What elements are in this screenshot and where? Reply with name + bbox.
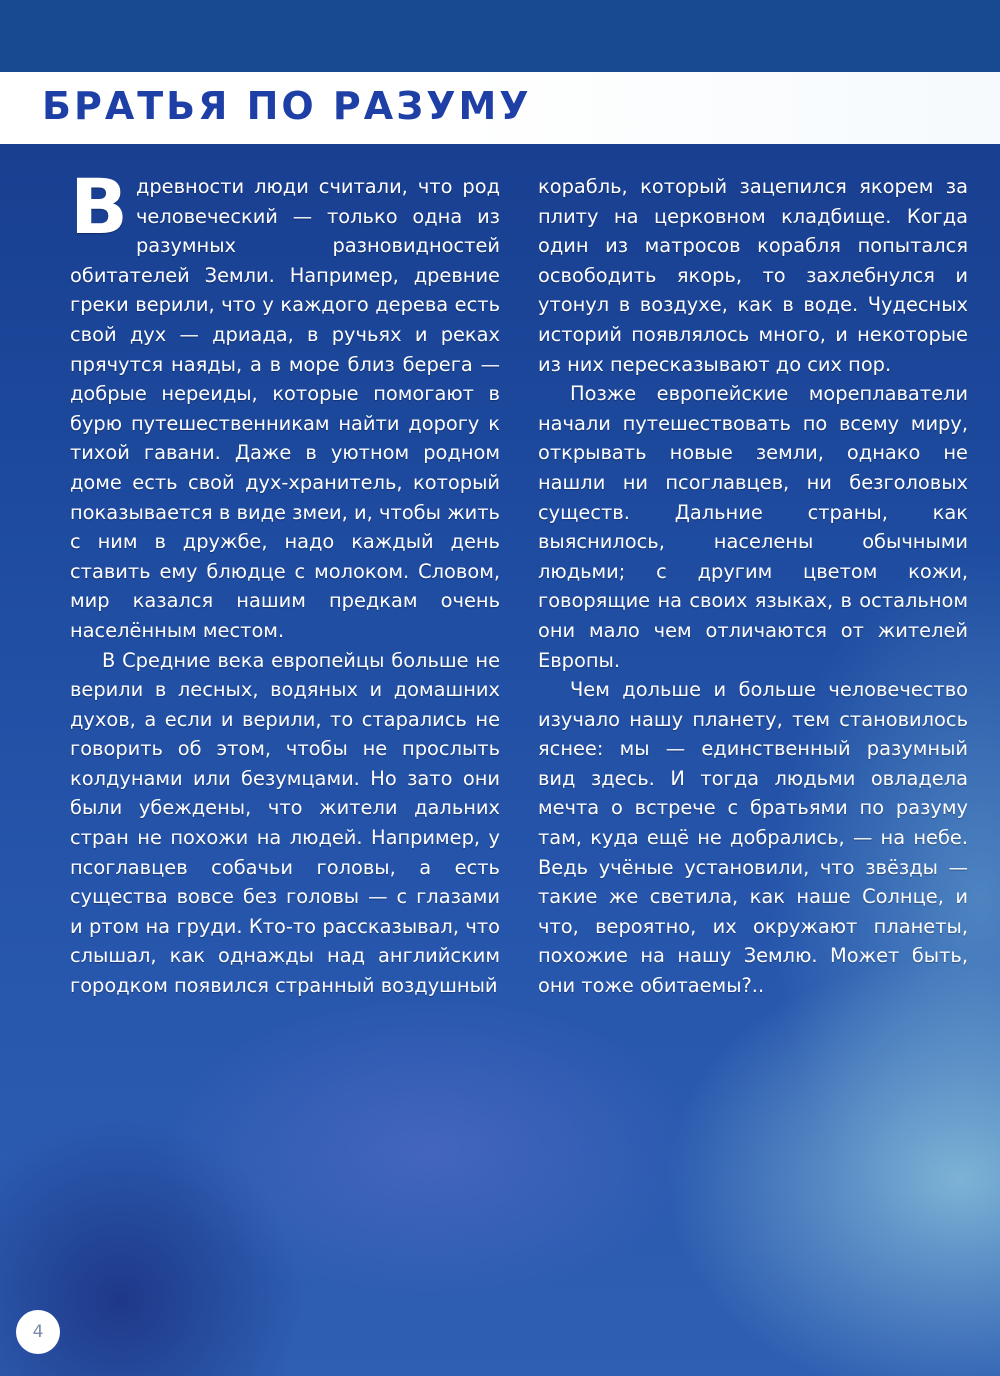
page-title: БРАТЬЯ ПО РАЗУМУ: [42, 84, 532, 128]
top-banner-strip: [0, 0, 1000, 72]
paragraph-3: Позже европейские мореплаватели начали путешествовать по всему миру, открывать новые земли, однако не нашли ни псоглавцев, ни безголовых существ. Дальние страны, как выяснилось, населены обычными людьми; с другим цветом кожи, говорящие на своих языках, в остальном они мало чем отличаются от жителей Европы.: [538, 382, 968, 672]
drop-cap: В: [70, 162, 128, 251]
paragraph-4: Чем дольше и больше человечество изучало нашу планету, тем становилось яснее: мы — единственный разумный вид здесь. И тогда людьми овладела мечта о встрече с братьями по разуму там, куда ещё не добрались, — на небе. Ведь учёные установили, что звёзды — такие же светила, как наше Солнце, и что, вероятно, их окружают планеты, похожие на нашу Землю. Может быть, они тоже обитаемы?..: [538, 678, 968, 998]
paragraph-2-continued: корабль, который зацепился якорем за плиту на церковном кладбище. Когда один из матросов корабля попытался освободить якорь, то захлебнулся и утонул в воздухе, как в воде. Чудесных историй появлялось много, и некоторые из них пересказывают до сих пор.: [538, 175, 968, 376]
page-number: 4: [16, 1310, 60, 1354]
right-column: [538, 172, 968, 1001]
paragraph-1-text: древности люди считали, что род человеческий — только одна из разумных разновидностей обитателей Земли. Например, древние греки верили, что у каждого дерева есть свой дух — дриада, в ручьях и реках прячутся наяды, а в море близ берега — добрые нереиды, которые помогают в бурю путешественникам найти дорогу к тихой гавани. Даже в уютном родном доме есть свой дух-хранитель, который показывается в виде змеи, и, чтобы жить с ним в дружбе, надо каждый день ставить ему блюдце с молоком. Словом, мир казался нашим предкам очень населённым местом.: [70, 175, 500, 642]
paragraph-2: В Средние века европейцы больше не верили в лесных, водяных и домашних духов, а если и верили, то старались не говорить об этом, чтобы не прослыть колдунами или безумцами. Но зато они были убеждены, что жители дальних стран не похожи на людей. Например, у псоглавцев собачьи головы, а есть существа вовсе без головы — с глазами и ртом на груди. Кто-то рассказывал, что слышал, как однажды над английским городком появился странный воздушный: [70, 648, 500, 998]
left-column: [70, 162, 500, 1001]
paragraph-1: [70, 162, 500, 646]
